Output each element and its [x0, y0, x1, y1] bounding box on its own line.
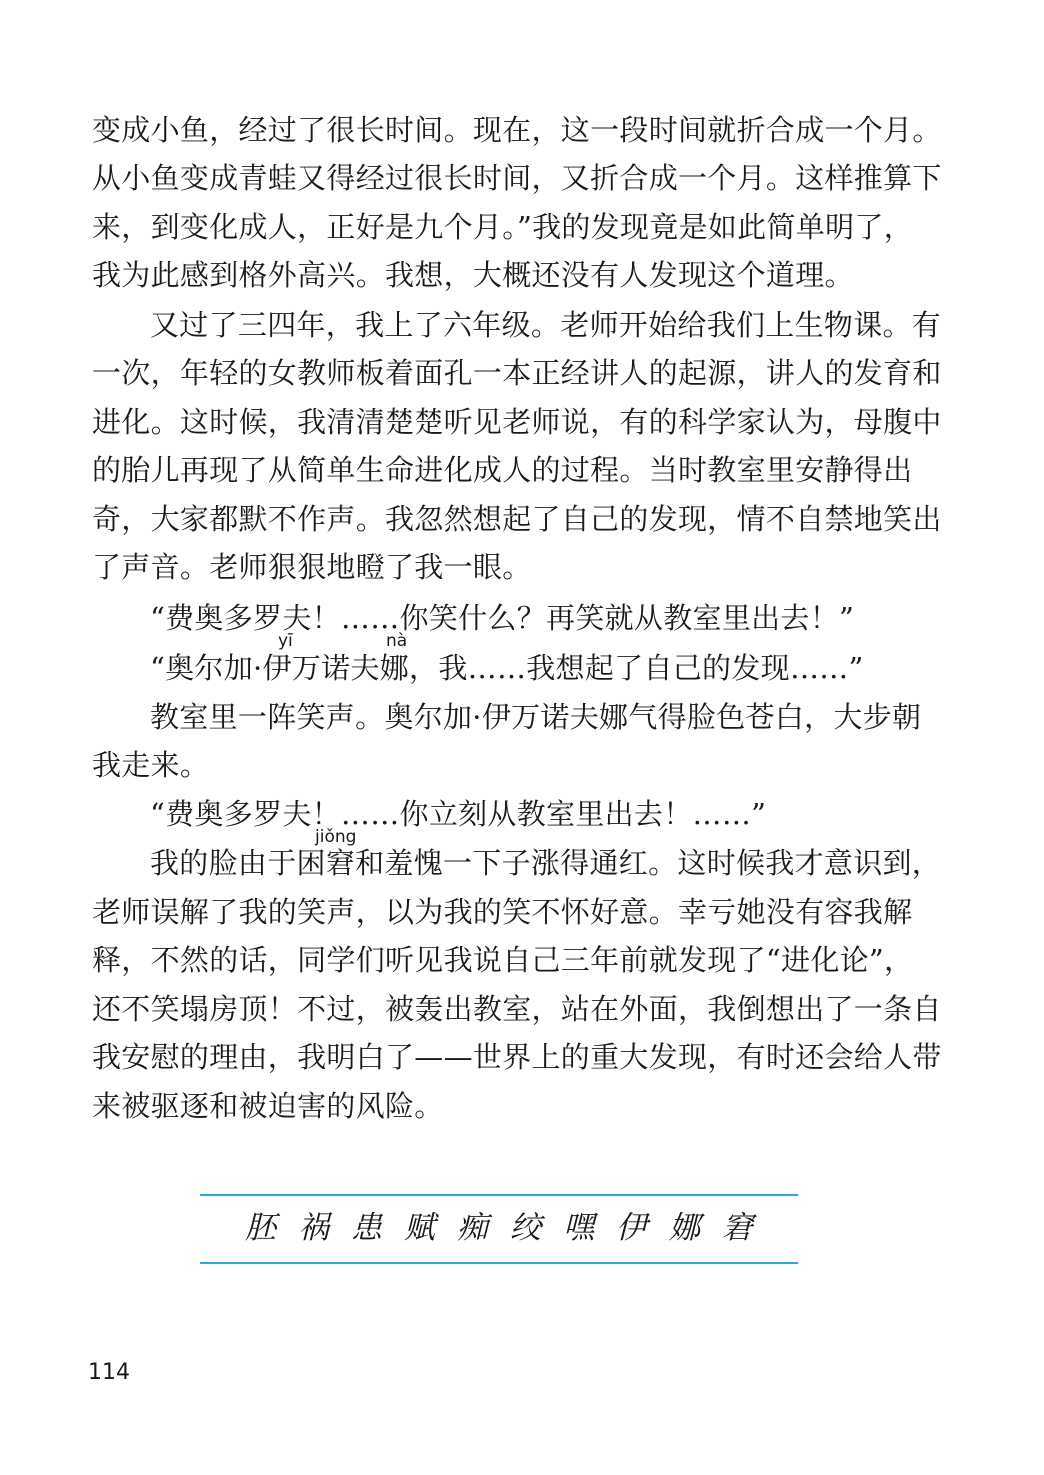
- text-line-6: 一次，年轻的女教师板着面孔一本正经讲人的起源，讲人的发育和: [92, 356, 942, 390]
- text-line-1: 变成小鱼，经过了很长时间。现在，这一段时间就折合成一个月。: [92, 113, 942, 147]
- text-line-10: 了声音。老师狠狠地瞪了我一眼。: [92, 550, 532, 584]
- text-line-16: 我的脸由于困窘和羞愧一下子涨得通红。这时候我才意识到，: [150, 846, 942, 880]
- text-line-13: 教室里一阵笑声。奥尔加·伊万诺夫娜气得脸色苍白，大步朝: [150, 700, 922, 734]
- dialogue-line-3: “费奥多罗夫！……你立刻从教室里出去！……”: [150, 797, 767, 831]
- text-line-5: 又过了三四年，我上了六年级。老师开始给我们上生物课。有: [150, 308, 942, 342]
- pinyin-yi: yī: [278, 631, 293, 651]
- text-line-17: 老师误解了我的笑声，以为我的笑不怀好意。幸亏她没有容我解: [92, 895, 913, 929]
- text-line-2: 从小鱼变成青蛙又得经过很长时间，又折合成一个月。这样推算下: [92, 161, 942, 195]
- text-line-20: 我安慰的理由，我明白了——世界上的重大发现，有时还会给人带: [92, 1040, 942, 1074]
- dialogue-line-2: “奥尔加·伊万诺夫娜，我……我想起了自己的发现……”: [150, 651, 864, 685]
- vocabulary-box: [200, 1194, 798, 1264]
- text-line-14: 我走来。: [92, 748, 210, 782]
- dialogue-line-1: “费奥多罗夫！……你笑什么？再笑就从教室里出去！”: [150, 601, 855, 635]
- vocabulary-characters: 胚祸患赋痴绞嘿伊娜窘: [245, 1210, 775, 1246]
- pinyin-na: nà: [386, 631, 408, 651]
- pinyin-jiong: jiǒng: [315, 827, 357, 847]
- text-line-18: 释，不然的话，同学们听见我说自己三年前就发现了“进化论”，: [92, 943, 914, 977]
- page-number: 114: [88, 1360, 130, 1385]
- text-line-9: 奇，大家都默不作声。我忽然想起了自己的发现，情不自禁地笑出: [92, 502, 942, 536]
- text-line-7: 进化。这时候，我清清楚楚听见老师说，有的科学家认为，母腹中: [92, 405, 942, 439]
- text-line-8: 的胎儿再现了从简单生命进化成人的过程。当时教室里安静得出: [92, 453, 913, 487]
- text-line-3: 来，到变化成人，正好是九个月。”我的发现竟是如此简单明了，: [92, 210, 914, 244]
- text-line-21: 来被驱逐和被迫害的风险。: [92, 1089, 444, 1123]
- text-line-19: 还不笑塌房顶！不过，被轰出教室，站在外面，我倒想出了一条自: [92, 992, 942, 1026]
- text-line-4: 我为此感到格外高兴。我想，大概还没有人发现这个道理。: [92, 258, 854, 292]
